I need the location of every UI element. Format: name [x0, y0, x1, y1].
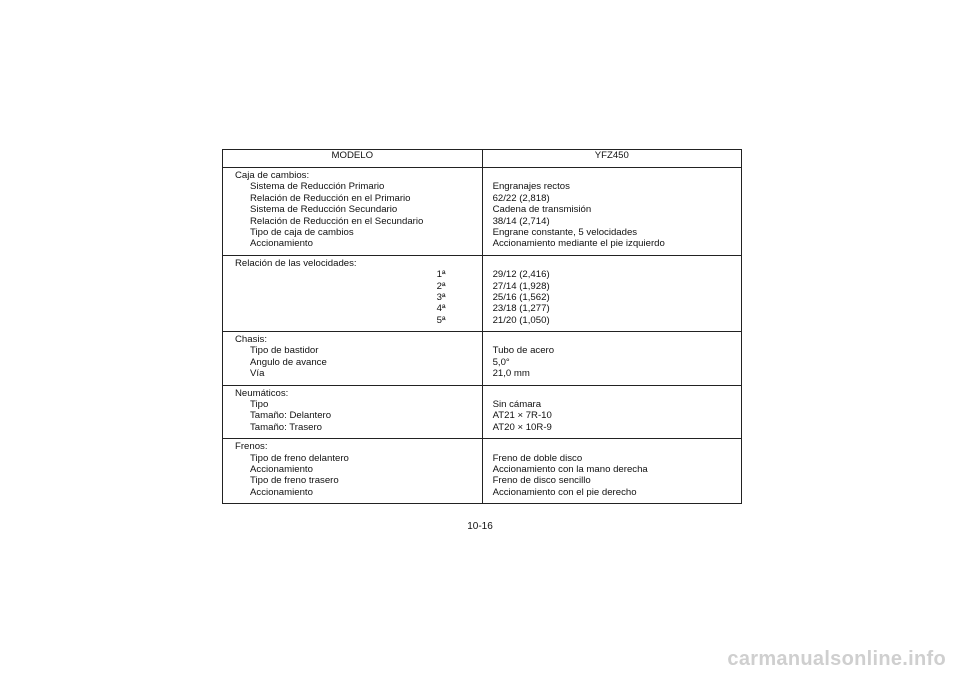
spec-value: 38/14 (2,714) [492, 215, 550, 227]
gear-label: 5ª [436, 314, 446, 326]
section-title: Frenos: [235, 441, 268, 453]
section-tires [223, 385, 742, 439]
spec-value: Tubo de acero [492, 345, 555, 357]
spec-label: Tipo de bastidor [250, 345, 319, 357]
spec-value: Sin cámara [492, 399, 542, 411]
spec-label: Relación de Reducción en el Primario [250, 192, 411, 204]
spec-label: Tamaño: Delantero [250, 410, 332, 422]
section-transmission [223, 168, 742, 256]
spec-label: Sistema de Reducción Primario [250, 181, 385, 193]
spec-label: Accionamiento [250, 486, 313, 498]
gear-value: 21/20 (1,050) [492, 314, 550, 326]
spec-value: AT20 × 10R-9 [492, 421, 552, 433]
table-header-row [223, 150, 742, 168]
spec-table [222, 149, 742, 504]
gear-label: 3ª [436, 291, 446, 303]
page-number: 10-16 [467, 521, 493, 532]
gear-label: 4ª [436, 303, 446, 315]
spec-label: Accionamiento [250, 238, 313, 250]
spec-value: Freno de doble disco [492, 452, 583, 464]
section-gear-ratios [223, 255, 742, 331]
gear-value: 27/14 (1,928) [492, 280, 550, 292]
section-title: Caja de cambios: [235, 170, 310, 181]
spec-value: Accionamiento mediante el pie izquierdo [492, 238, 665, 250]
watermark: carmanualsonline.info [727, 648, 946, 670]
spec-value: Accionamiento con el pie derecho [492, 486, 637, 498]
spec-label: Tipo [250, 399, 269, 411]
spec-label: Tamaño: Trasero [250, 421, 322, 433]
gear-value: 29/12 (2,416) [492, 269, 550, 281]
spec-label: Sistema de Reducción Secundario [250, 204, 398, 216]
spec-value: Cadena de transmisión [492, 204, 592, 216]
section-title: Relación de las velocidades: [235, 257, 357, 269]
spec-label: Tipo de caja de cambios [250, 226, 354, 238]
spec-label: Tipo de freno delantero [250, 452, 349, 464]
spec-value: AT21 × 7R-10 [492, 410, 552, 422]
spec-value: 5,0° [492, 356, 510, 368]
gear-label: 2ª [436, 280, 446, 292]
spec-value: Freno de disco sencillo [492, 475, 591, 487]
section-title: Neumáticos: [235, 387, 289, 399]
section-title: Chasis: [235, 334, 267, 346]
gear-value: 23/18 (1,277) [492, 303, 550, 315]
spec-value: Accionamiento con la mano derecha [492, 463, 648, 475]
spec-value: Engranajes rectos [492, 181, 570, 193]
gear-value: 25/16 (1,562) [492, 291, 550, 303]
section-brakes [223, 439, 742, 504]
spec-value: Engrane constante, 5 velocidades [492, 226, 638, 238]
spec-label: Accionamiento [250, 463, 313, 475]
spec-label: Tipo de freno trasero [250, 475, 339, 487]
spec-label: Angulo de avance [250, 356, 327, 368]
header-model-value: YFZ450 [482, 150, 741, 168]
section-chassis [223, 332, 742, 386]
spec-label: Vía [250, 368, 265, 380]
spec-label: Relación de Reducción en el Secundario [250, 215, 424, 227]
gear-label: 1ª [436, 269, 446, 281]
spec-value: 62/22 (2,818) [492, 192, 550, 204]
spec-value: 21,0 mm [492, 368, 530, 380]
header-model-label: MODELO [223, 150, 483, 168]
